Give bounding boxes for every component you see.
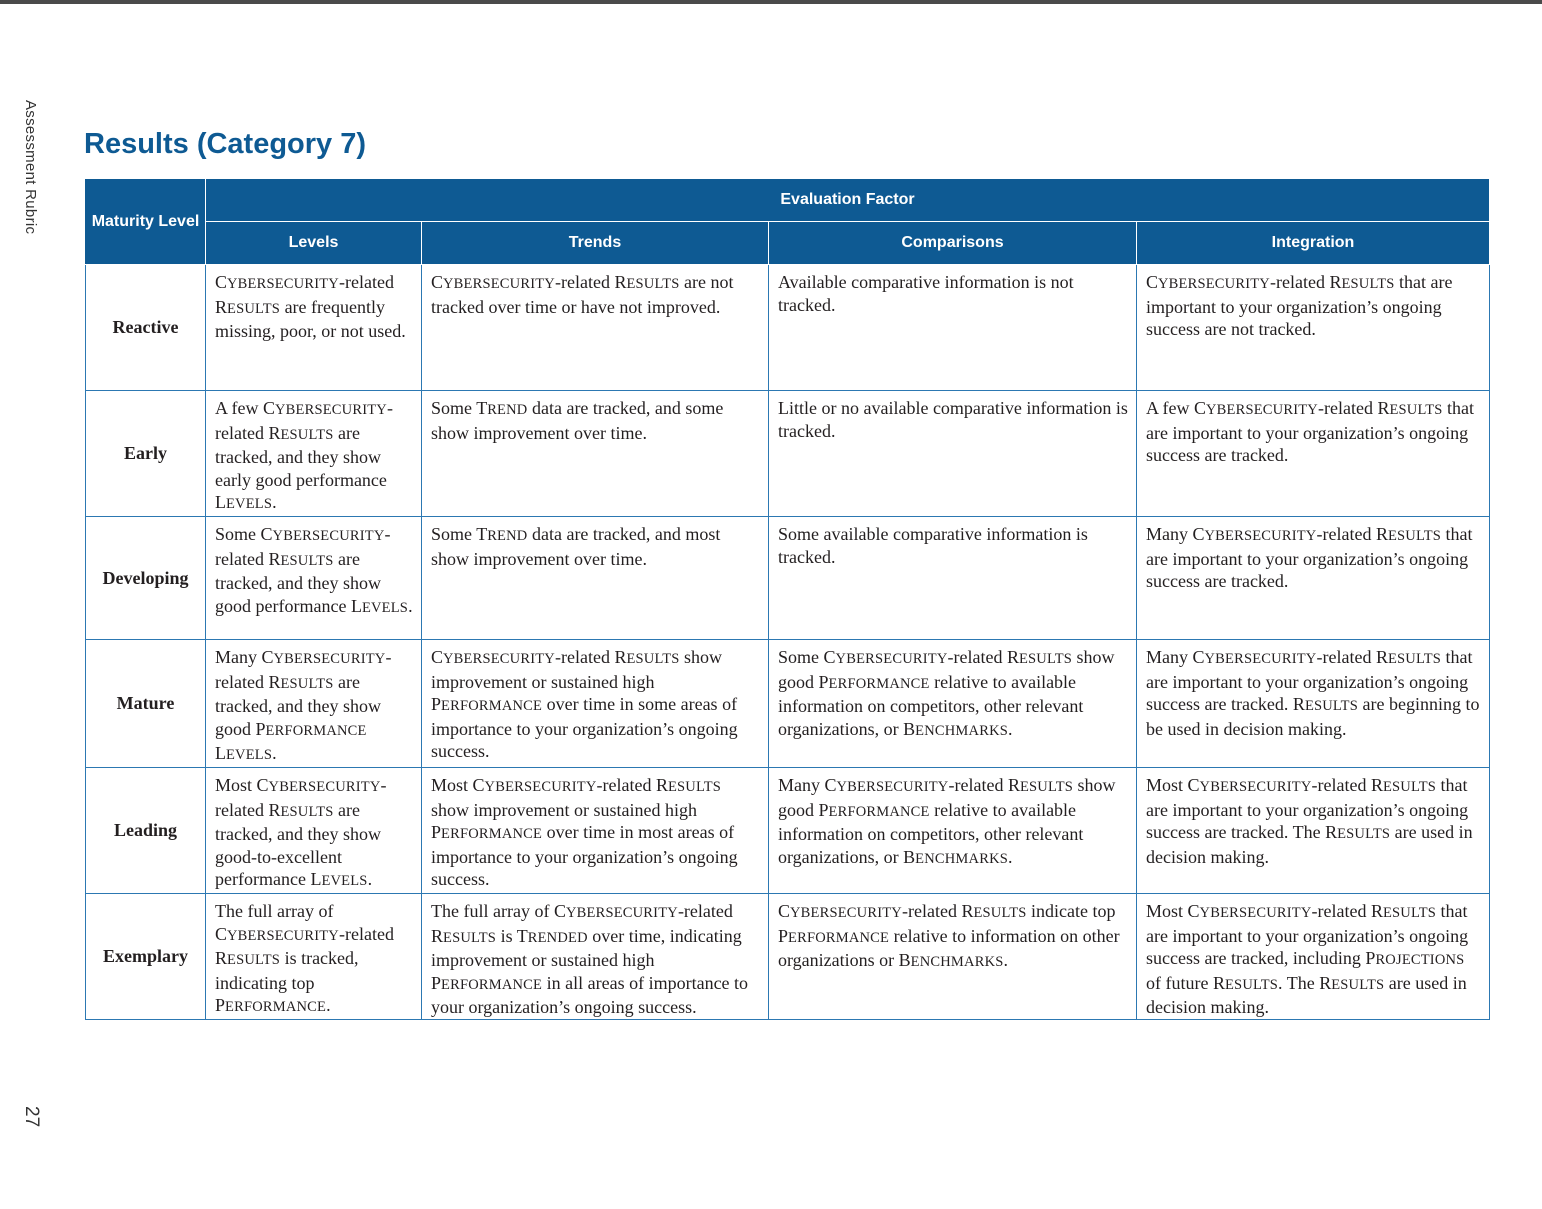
page-number: 27 [21, 1106, 42, 1128]
maturity-level-cell: Exemplary [86, 893, 206, 1019]
cell-comparisons: Some CYBERSECURITY-related RESULTS show good PERFORMANCE relative to available information on competitors, other relevant organizations, or BENCHMARKS. [769, 639, 1137, 767]
maturity-level-cell: Mature [86, 639, 206, 767]
page-title: Results (Category 7) [84, 128, 367, 160]
table-row [86, 516, 1490, 639]
cell-integration: Many CYBERSECURITY-related RESULTS that are important to your organization’s ongoing success are tracked. [1137, 516, 1490, 639]
maturity-level-cell: Developing [86, 516, 206, 639]
cell-levels: The full array of CYBERSECURITY-related RESULTS is tracked, indicating top PERFORMANCE. [206, 893, 422, 1019]
cell-integration: Most CYBERSECURITY-related RESULTS that are important to your organization’s ongoing success are tracked. The RESULTS are used in decision making. [1137, 767, 1490, 893]
cell-levels: Some CYBERSECURITY-related RESULTS are tracked, and they show good performance LEVELS. [206, 516, 422, 639]
cell-comparisons: Many CYBERSECURITY-related RESULTS show good PERFORMANCE relative to available information on competitors, other relevant organizations, or BENCHMARKS. [769, 767, 1137, 893]
cell-integration: CYBERSECURITY-related RESULTS that are important to your organization’s ongoing success are not tracked. [1137, 265, 1490, 391]
table-row [86, 391, 1490, 517]
column-header-trends: Trends [422, 222, 769, 265]
cell-integration: A few CYBERSECURITY-related RESULTS that are important to your organization’s ongoing success are tracked. [1137, 391, 1490, 517]
maturity-level-cell: Early [86, 391, 206, 517]
evaluation-factor-header: Evaluation Factor [206, 179, 1490, 222]
table-row [86, 639, 1490, 767]
column-header-levels: Levels [206, 222, 422, 265]
cell-levels: A few CYBERSECURITY-related RESULTS are tracked, and they show early good performance LEVELS. [206, 391, 422, 517]
cell-levels: CYBERSECURITY-related RESULTS are frequently missing, poor, or not used. [206, 265, 422, 391]
cell-levels: Many CYBERSECURITY-related RESULTS are tracked, and they show good PERFORMANCE LEVELS. [206, 639, 422, 767]
column-header-comparisons: Comparisons [769, 222, 1137, 265]
cell-levels: Most CYBERSECURITY-related RESULTS are tracked, and they show good-to-excellent performance LEVELS. [206, 767, 422, 893]
cell-trends: CYBERSECURITY-related RESULTS show improvement or sustained high PERFORMANCE over time in some areas of importance to your organization’s ongoing success. [422, 639, 769, 767]
maturity-level-cell: Reactive [86, 265, 206, 391]
cell-trends: Some TREND data are tracked, and some show improvement over time. [422, 391, 769, 517]
cell-trends: CYBERSECURITY-related RESULTS are not tracked over time or have not improved. [422, 265, 769, 391]
cell-trends: The full array of CYBERSECURITY-related RESULTS is TRENDED over time, indicating improvement or sustained high PERFORMANCE in all areas of importance to your organization’s ongoing success. [422, 893, 769, 1019]
table-row [86, 767, 1490, 893]
cell-trends: Some TREND data are tracked, and most show improvement over time. [422, 516, 769, 639]
column-header-integration: Integration [1137, 222, 1490, 265]
cell-integration: Most CYBERSECURITY-related RESULTS that are important to your organization’s ongoing success are tracked, including PROJECTIONS of future RESULTS. The RESULTS are used in decision making. [1137, 893, 1490, 1019]
cell-trends: Most CYBERSECURITY-related RESULTS show improvement or sustained high PERFORMANCE over time in most areas of importance to your organization’s ongoing success. [422, 767, 769, 893]
maturity-level-header: Maturity Level [86, 179, 206, 265]
side-section-label: Assessment Rubric [22, 100, 39, 235]
rubric-table [85, 178, 1490, 1020]
top-border [0, 0, 1542, 4]
maturity-level-cell: Leading [86, 767, 206, 893]
cell-comparisons: Available comparative information is not tracked. [769, 265, 1137, 391]
cell-comparisons: CYBERSECURITY-related RESULTS indicate top PERFORMANCE relative to information on other organizations or BENCHMARKS. [769, 893, 1137, 1019]
cell-integration: Many CYBERSECURITY-related RESULTS that are important to your organization’s ongoing success are tracked. RESULTS are beginning to be used in decision making. [1137, 639, 1490, 767]
table-row [86, 893, 1490, 1019]
cell-comparisons: Little or no available comparative information is tracked. [769, 391, 1137, 517]
cell-comparisons: Some available comparative information is tracked. [769, 516, 1137, 639]
table-row [86, 265, 1490, 391]
